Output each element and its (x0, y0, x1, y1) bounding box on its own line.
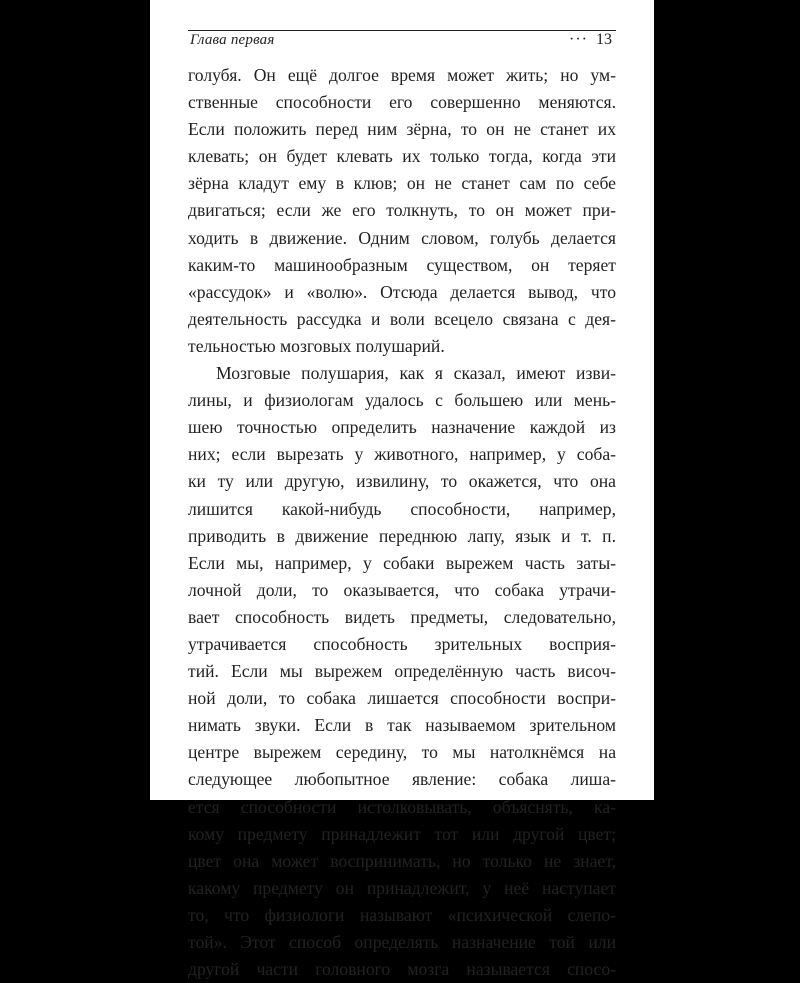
text-line: зёрна кладут ему в клюв; он не станет сам по себе (188, 173, 616, 194)
text-line: голубя. Он ещё долгое время может жить; но ум- (188, 65, 616, 85)
text-line: лины, и физиологам удалось с большею или мень- (188, 390, 616, 411)
text-line: центре вырежем середину, то мы натолкнёмся на (188, 742, 616, 763)
text-line: «рассудок» и «волю». Отсюда делается вывод, что (188, 281, 616, 302)
text-line: приводить в движение переднюю лапу, язык и т. п. (188, 525, 616, 546)
text-line: клевать; он будет клевать их только тогда, когда эти (188, 146, 616, 167)
text-line: каким-то машинообразным существом, он теряет (188, 254, 616, 275)
running-head (188, 23, 616, 49)
ellipsis-ornament: ··· (569, 31, 588, 48)
text-line: Мозговые полушария, как я сказал, имеют изви- (216, 363, 616, 384)
text-line: них; если вырезать у животного, например, у соба- (188, 444, 616, 465)
text-line: тий. Если мы вырежем определённую часть височ- (188, 661, 616, 682)
text-line: другой части головного мозга называется спосо- (188, 959, 616, 980)
text-line: ственные способности его совершенно меняются. (188, 92, 616, 113)
text-line: вает способность видеть предметы, следовательно, (188, 606, 616, 627)
chapter-title: Глава первая (190, 32, 275, 48)
paragraph-2 (188, 360, 616, 983)
text-line: кому предмету принадлежит тот или другой цвет; (188, 823, 616, 844)
paragraph-1 (188, 62, 616, 360)
text-line: шею точностью определить назначение каждой из (188, 417, 616, 438)
text-line: двигаться; если же его толкнуть, то он может при- (188, 200, 616, 221)
text-line: ки ту или другую, извилину, то окажется, что она (188, 471, 616, 492)
text-line: какому предмету он принадлежит, у неё наступает (188, 877, 616, 898)
page-number: 13 (596, 31, 612, 48)
text-line: то, что физиологи называют «психической слепо- (188, 904, 616, 925)
text-line: Если мы, например, у собаки вырежем часть заты- (188, 552, 616, 573)
text-line: лочной доли, то оказывается, что собака утрачи- (188, 579, 616, 600)
text-line: цвет она может воспринимать, но только не знает, (188, 850, 616, 871)
text-line: той». Этот способ определять назначение той или (188, 932, 616, 952)
text-line: ной доли, то собака лишается способности воспри- (188, 688, 616, 709)
text-line: лишится какой-нибудь способности, например, (188, 498, 616, 519)
book-page (150, 0, 654, 980)
body-text (188, 62, 616, 983)
text-line: деятельность рассудка и воли всецело связана с дея- (188, 308, 616, 329)
text-line: ется способности истолковывать, объяснять, ка- (188, 796, 616, 817)
text-line: утрачивается способность зрительных восприя- (188, 633, 616, 654)
text-line: нимать звуки. Если в так называемом зрительном (188, 715, 616, 736)
text-line: тельностью мозговых полушарий. (188, 335, 445, 356)
page-number-group (569, 31, 612, 49)
text-line: следующее любопытное явление: собака лиша- (188, 769, 616, 790)
text-line: Если положить перед ним зёрна, то он не станет их (188, 119, 616, 140)
text-line: ходить в движение. Одним словом, голубь делается (188, 227, 616, 248)
